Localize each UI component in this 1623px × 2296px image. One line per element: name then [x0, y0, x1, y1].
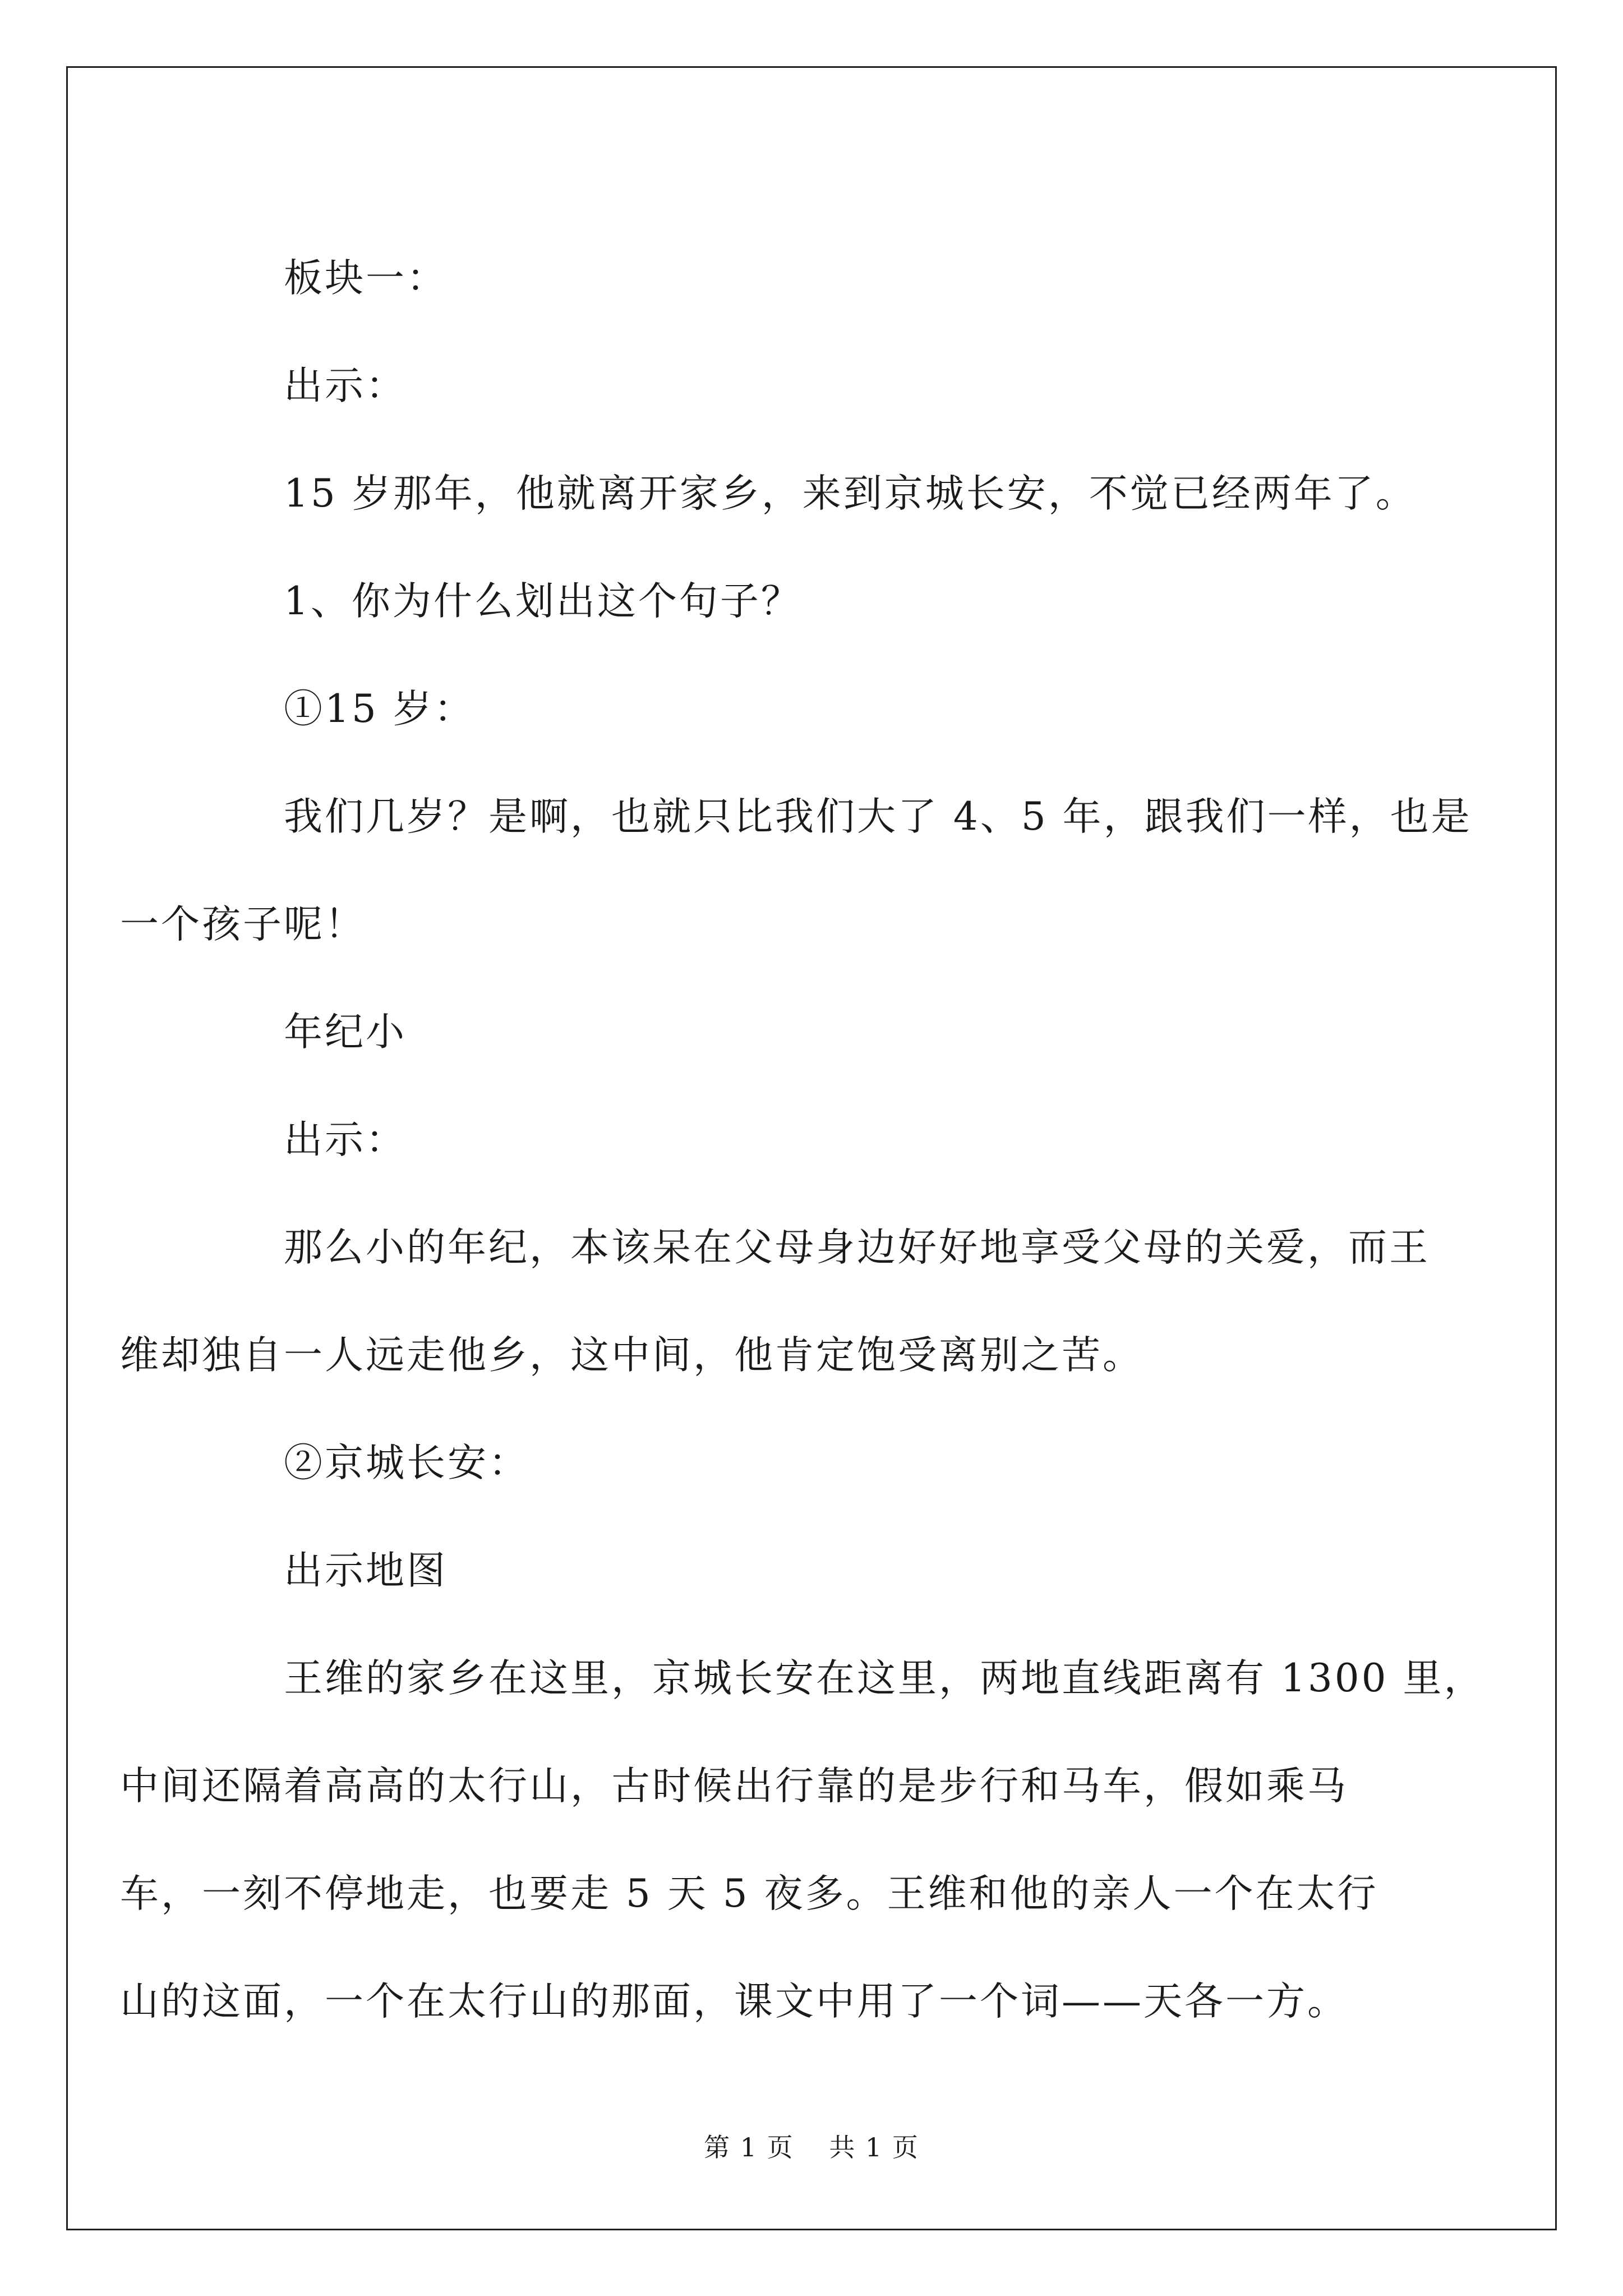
paragraph-line: 维却独自一人远走他乡，这中间，他肯定饱受离别之苦。	[120, 1333, 1144, 1378]
paragraph-line: 那么小的年纪，本该呆在父母身边好好地享受父母的关爱，而王	[284, 1225, 1430, 1270]
paragraph-line: 1、你为什么划出这个句子？	[284, 579, 802, 624]
paragraph-line: 15 岁那年，他就离开家乡，来到京城长安，不觉已经两年了。	[284, 471, 1417, 516]
page-number-total: 共 1 页	[829, 2132, 919, 2162]
page-number-current: 第 1 页	[704, 2132, 794, 2162]
document-body	[120, 224, 1485, 2055]
paragraph-line: 一个孩子呢！	[120, 902, 366, 947]
paragraph-line: 车，一刻不停地走，也要走 5 天 5 夜多。王维和他的亲人一个在太行	[120, 1871, 1378, 1916]
paragraph-line: 年纪小	[284, 1010, 407, 1055]
paragraph-line: 出示：	[284, 1117, 407, 1162]
paragraph-line: 我们几岁？是啊，也就只比我们大了 4、5 年，跟我们一样，也是	[284, 794, 1472, 839]
paragraph-line: 出示：	[284, 364, 407, 408]
paragraph-line: 板块一：	[284, 256, 448, 301]
paragraph-line: ①15 岁：	[284, 687, 475, 731]
paragraph-line: 王维的家乡在这里，京城长安在这里，两地直线距离有 1300 里，	[284, 1656, 1485, 1701]
paragraph-line: ②京城长安：	[284, 1441, 529, 1485]
paragraph-line: 山的这面，一个在太行山的那面，课文中用了一个词——天各一方。	[120, 1979, 1348, 2024]
paragraph-line: 出示地图	[284, 1548, 448, 1593]
page-footer	[0, 2131, 1623, 2164]
paragraph-line: 中间还隔着高高的太行山，古时候出行靠的是步行和马车，假如乘马	[120, 1764, 1348, 1809]
